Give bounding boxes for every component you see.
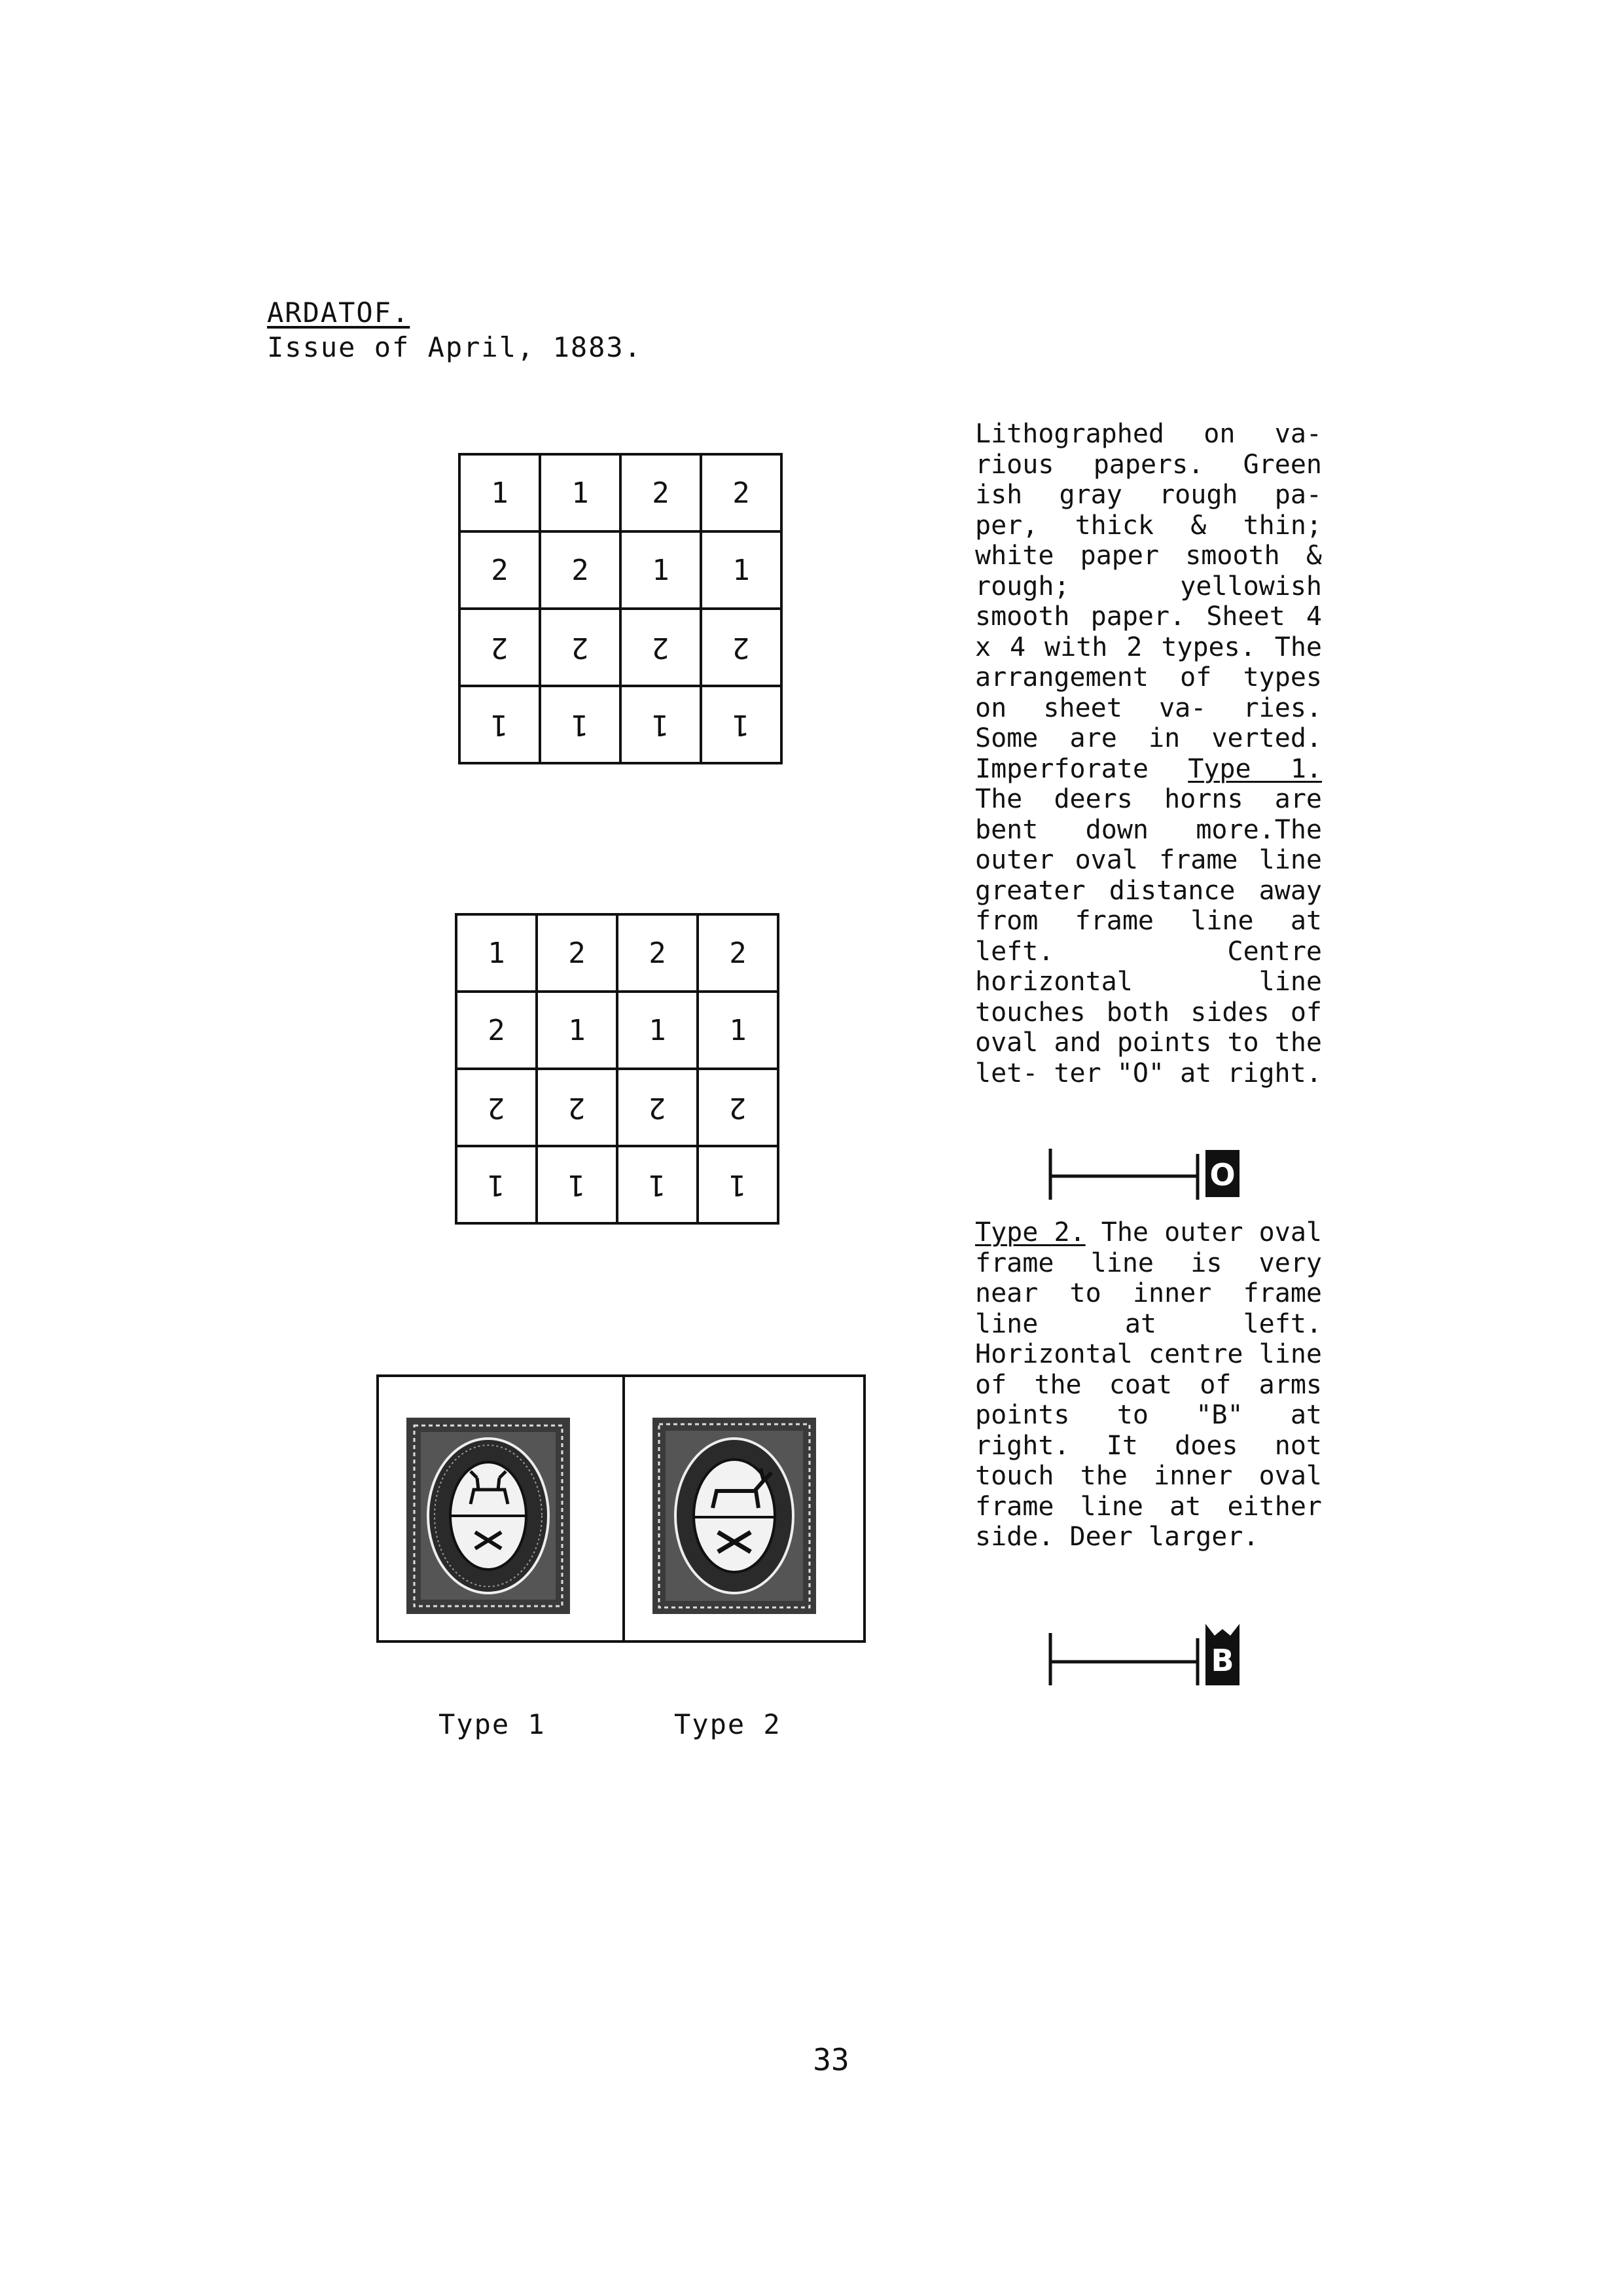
type-1-label: Type 1. [1188,753,1322,784]
grid-cell [620,609,701,686]
sheet-arrangement-grid-2 [455,913,779,1225]
grid-cell [537,1069,617,1146]
type-number: 2 [649,1090,666,1124]
type-1-stamp-image [406,1418,570,1614]
type-number: 2 [649,936,666,970]
type-number: 1 [491,476,508,510]
type-2-label: Type 2. [975,1217,1086,1247]
grid-cell [540,686,620,763]
letter-b-label: B [1211,1643,1234,1678]
grid-cell [617,1069,698,1146]
grid-cell [537,914,617,992]
type-number: 2 [732,630,750,664]
grid-cell [540,609,620,686]
grid-row [456,1146,778,1223]
type-number: 2 [729,1090,747,1124]
intro-text: Lithographed on va- rious papers. Green ish gray rough pa- per, thick & thin; white paper smooth & rough; yellowish smooth paper. Sheet 4 x 4 with 2 types. The arrangement of types on sheet va- ries. Some are in verted. Imperforate [975,419,1322,784]
grid-cell [701,454,781,531]
page-title: ARDATOF. [267,296,410,329]
type-number: 2 [488,1013,505,1047]
description-paragraph-1 [975,419,1322,1088]
grid-cell [698,992,778,1069]
page-number: 33 [813,2042,849,2077]
grid-row [456,992,778,1069]
type-number: 1 [732,553,750,587]
grid-cell [617,914,698,992]
type-2-stamp-image [652,1418,816,1614]
stamp-divider [622,1377,625,1640]
type-number: 1 [491,708,508,742]
type-number: 1 [732,708,750,742]
grid-cell [537,992,617,1069]
type-number: 2 [571,630,589,664]
type-number: 2 [488,1090,505,1124]
grid-cell [459,609,540,686]
type-2-description: The outer oval frame line is very near to inner frame line at left. Horizontal centre line of the coat of arms points to "B" at right. It does not touch the inner oval frame line at either side. Deer larger. [975,1217,1322,1552]
grid-cell [617,1146,698,1223]
grid-row [459,531,781,609]
type-number: 1 [649,1013,666,1047]
type-number: 2 [729,936,747,970]
grid-row [456,1069,778,1146]
type-2-caption: Type 2 [674,1708,781,1740]
grid-cell [537,1146,617,1223]
grid-cell [698,914,778,992]
type-number: 2 [652,476,669,510]
type-number: 2 [571,553,589,587]
letter-o-label: O [1209,1157,1236,1193]
grid-cell [540,531,620,609]
type-number: 2 [491,553,508,587]
type-number: 1 [571,476,589,510]
grid-cell [701,686,781,763]
type-number: 1 [488,1168,505,1202]
type-number: 1 [649,1168,666,1202]
type-number: 1 [568,1013,586,1047]
grid-cell [540,454,620,531]
page-subtitle: Issue of April, 1883. [267,331,643,363]
type-number: 2 [568,936,586,970]
type-1-description: The deers horns are bent down more.The outer oval frame line greater distance away from frame line at left. Centre horizontal line touches both sides of oval and points to the let- ter "O" at right. [975,784,1322,1088]
grid-row [459,609,781,686]
grid-cell [456,1069,537,1146]
description-paragraph-2 [975,1217,1322,1552]
grid-cell [698,1069,778,1146]
type-1-caption: Type 1 [438,1708,546,1740]
grid-cell [456,1146,537,1223]
type-number: 1 [488,936,505,970]
type-number: 1 [652,553,669,587]
grid-cell [620,454,701,531]
grid-row [456,914,778,992]
grid-cell [459,531,540,609]
type-number: 2 [491,630,508,664]
type-2-detail-diagram [1047,1620,1243,1692]
grid-cell [620,531,701,609]
type-number: 1 [652,708,669,742]
grid-cell [620,686,701,763]
grid-row [459,686,781,763]
type-number: 2 [652,630,669,664]
sheet-arrangement-grid-1 [458,453,783,764]
type-number: 1 [729,1168,747,1202]
type-number: 1 [568,1168,586,1202]
grid-cell [701,609,781,686]
stamp-illustrations [376,1374,866,1643]
type-number: 1 [729,1013,747,1047]
grid-cell [459,686,540,763]
grid-cell [456,992,537,1069]
type-1-detail-diagram [1047,1142,1243,1204]
type-number: 2 [732,476,750,510]
grid-cell [617,992,698,1069]
grid-cell [701,531,781,609]
grid-cell [456,914,537,992]
type-number: 2 [568,1090,586,1124]
grid-row [459,454,781,531]
grid-cell [459,454,540,531]
grid-cell [698,1146,778,1223]
type-number: 1 [571,708,589,742]
